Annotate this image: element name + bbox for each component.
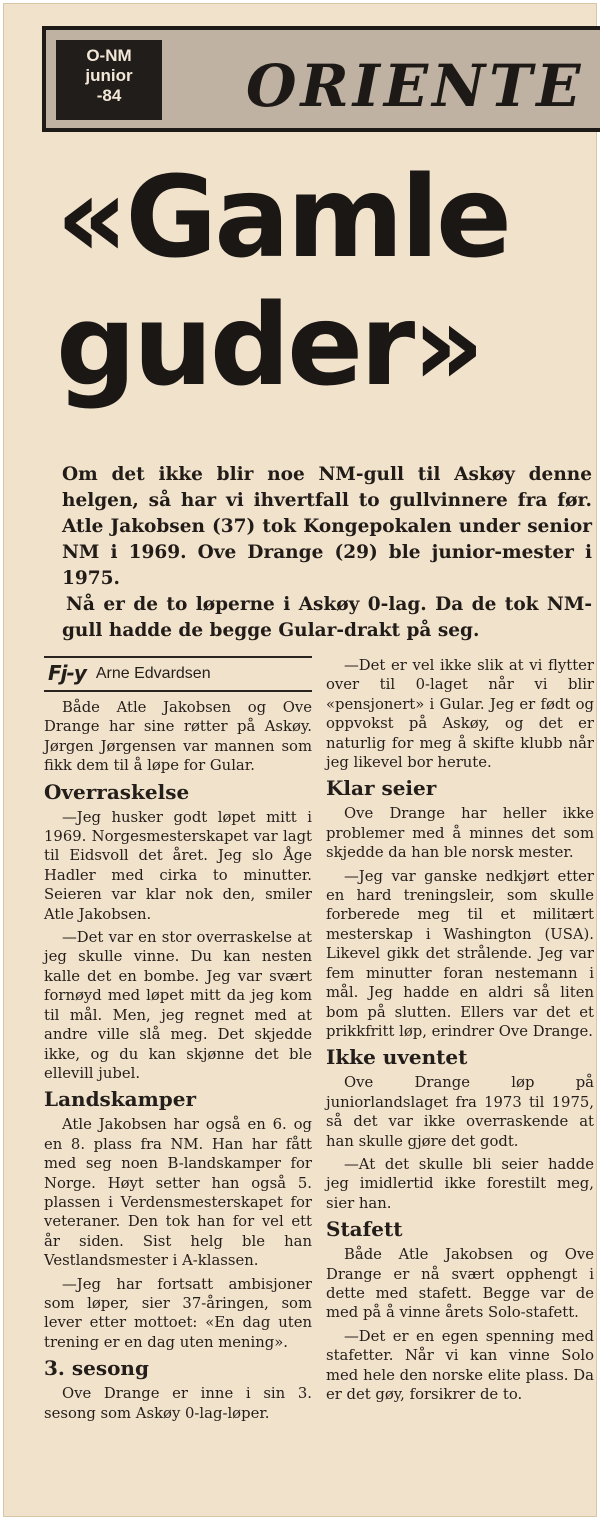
subheading-klar-seier: Klar seier bbox=[326, 776, 437, 801]
body-paragraph: —Jeg var ganske nedkjørt etter en hard treningsleir, som skulle forberede meg til et militært mesterskap i Washington (USA). Likevel gikk det strålende. Jeg var fem minutter foran nestemann i mål. Jeg hadde en aldri så liten bom på slutten. Ellers var det et prikkfritt løp, erindrer Ove Drange. bbox=[326, 867, 594, 1040]
section-title: ORIENTE bbox=[246, 52, 585, 120]
subheading-sesong: 3. sesong bbox=[44, 1356, 149, 1381]
body-paragraph: Ove Drange er inne i sin 3. sesong som Askøy 0-lag-løper. bbox=[44, 1385, 312, 1422]
lead-text-2: Nå er de to løperne i Askøy 0-lag. Da de tok NM-gull hadde de begge Gular-drakt på seg. bbox=[62, 594, 592, 641]
badge-line-1: O-NM bbox=[86, 46, 132, 65]
section-banner bbox=[42, 26, 600, 132]
headline-line-2: guder» bbox=[56, 281, 482, 411]
body-paragraph: —Det er vel ikke slik at vi flytter over til 0-laget når vi blir «pensjonert» i Gular. Jeg er født og oppvokst på Askøy, og det er naturlig for meg å skifte klubb når jeg likevel bor herute. bbox=[326, 657, 594, 772]
badge-line-3: -84 bbox=[96, 86, 122, 105]
subheading-ikke-uventet: Ikke uventet bbox=[326, 1045, 468, 1070]
body-paragraph: —Jeg husker godt løpet mitt i 1969. Norgesmesterskapet var lagt til Eidsvoll det året. Jeg slo Åge Hadler med cirka to minutter. Seieren var klar nok den, smiler Atle Jakobsen. bbox=[44, 808, 312, 923]
subheading-overraskelse: Overraskelse bbox=[44, 779, 190, 804]
byline-author: Arne Edvardsen bbox=[95, 665, 211, 683]
body-paragraph: —Jeg har fortsatt ambisjoner som løper, sier 37-åringen, som lever etter mottoet: «En dag uten trening er en dag uten mening». bbox=[44, 1275, 312, 1351]
body-paragraph: Ove Drange løp på juniorlandslaget fra 1973 til 1975, så det var ikke overraskende at han skulle gjøre det godt. bbox=[326, 1074, 594, 1150]
event-badge bbox=[56, 40, 162, 120]
body-paragraph: Atle Jakobsen har også en 6. og en 8. plass fra NM. Han har fått med seg noen B-landskamper for Norge. Høyt setter han også 5. plassen i Verdensmesterskapet for veteraner. Den tok han for vel ett år siden. Sist helg ble han Vestlandsmester i A-klassen. bbox=[44, 1116, 312, 1270]
body-paragraph: —Det er en egen spenning med stafetter. Når vi kan vinne Solo med hele den norske elite plass. Da er det gøy, forsikrer de to. bbox=[326, 1327, 594, 1403]
body-paragraph: Både Atle Jakobsen og Ove Drange er nå svært opphengt i dette med stafett. Begge var de med på å vinne årets Solo-stafett. bbox=[326, 1246, 594, 1322]
lead-text-1: Om det ikke blir noe NM-gull til Askøy denne helgen, så har vi ihvertfall to gullvinnere fra før. Atle Jakobsen (37) tok Kongepokalen under senior NM i 1969. Ove Drange (29) ble junior-mester i 1975. bbox=[62, 464, 592, 589]
headline-line-1: «Gamle bbox=[56, 153, 509, 283]
left-column bbox=[44, 656, 312, 1427]
right-column bbox=[326, 656, 594, 1408]
byline-logo-icon: Fj-y bbox=[48, 661, 86, 686]
body-paragraph: —At det skulle bli seier hadde jeg imidlertid ikke forestilt meg, sier han. bbox=[326, 1155, 594, 1212]
body-paragraph: Ove Drange har heller ikke problemer med å minnes det som skjedde da han ble norsk mester. bbox=[326, 805, 594, 862]
subheading-stafett: Stafett bbox=[326, 1217, 403, 1242]
body-paragraph: Både Atle Jakobsen og Ove Drange har sine røtter på Askøy. Jørgen Jørgensen var mannen som fikk dem til å løpe for Gular. bbox=[44, 699, 312, 775]
newspaper-clipping bbox=[3, 3, 597, 1517]
byline bbox=[44, 656, 312, 692]
headline bbox=[56, 154, 596, 410]
subheading-landskamper: Landskamper bbox=[44, 1087, 197, 1112]
badge-line-2: junior bbox=[85, 66, 133, 85]
lead-paragraph bbox=[62, 462, 592, 644]
body-paragraph: —Det var en stor overraskelse at jeg skulle vinne. Du kan nesten kalle det en bombe. Jeg var svært fornøyd med løpet mitt da jeg kom til mål. Men, jeg regnet med at andre ville slå meg. Det skjedde ikke, og du kan skjønne det ble ellevill jubel. bbox=[44, 929, 312, 1082]
